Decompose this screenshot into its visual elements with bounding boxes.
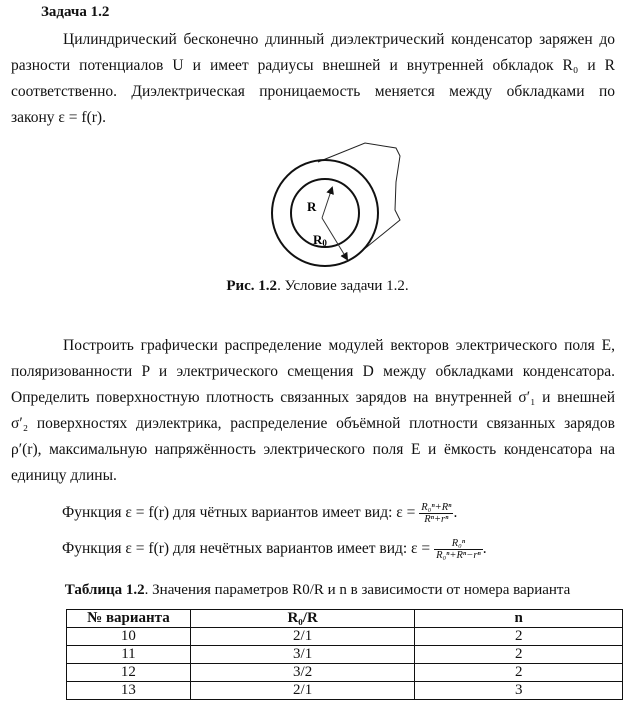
figure-caption <box>0 278 635 295</box>
task-question <box>11 333 615 489</box>
even-denominator: Rⁿ+rⁿ <box>424 514 449 525</box>
cell-variant: 11 <box>67 646 191 664</box>
cell-n: 2 <box>415 664 623 682</box>
figure-caption-text: . Условие задачи 1.2. <box>277 278 409 294</box>
cell-n: 3 <box>415 682 623 700</box>
parameters-table <box>66 609 623 700</box>
table-row <box>67 664 623 682</box>
cell-ratio: 3/2 <box>190 664 415 682</box>
intro-line: соответственно. Диэлектрическая проницаемость меняется между обкладками по <box>11 83 615 100</box>
period: . <box>482 540 487 558</box>
odd-numerator: R₀ⁿ <box>434 538 483 550</box>
table-header-row <box>67 610 623 628</box>
header-ratio: R₀/R <box>190 610 415 628</box>
cell-n: 2 <box>415 628 623 646</box>
even-function-text: Функция ε = f(r) для чётных вариантов имеет вид: ε = <box>62 504 416 522</box>
even-numerator: R₀ⁿ+Rⁿ <box>421 502 452 513</box>
inner-plate-circle <box>291 179 359 247</box>
radius-r-arrow <box>322 188 332 218</box>
cell-ratio: 3/1 <box>190 646 415 664</box>
label-r: R <box>307 199 317 214</box>
question-line: σ′₂ поверхностях диэлектрика, распределение объёмной плотности связанных зарядов <box>11 415 615 432</box>
odd-fraction <box>434 538 483 561</box>
question-line: единицу длины. <box>11 467 117 484</box>
table-row <box>67 682 623 700</box>
label-r0: R0 <box>313 232 327 248</box>
table-caption-label: Таблица 1.2 <box>64 582 145 598</box>
header-variant: № варианта <box>67 610 191 628</box>
table-row <box>67 646 623 664</box>
odd-function-text: Функция ε = f(r) для нечётных вариантов имеет вид: ε = <box>62 540 431 558</box>
intro-line: разности потенциалов U и имеет радиусы внешней и внутренней обкладок R₀ и R <box>11 57 615 74</box>
table-caption <box>0 582 635 599</box>
cell-n: 2 <box>415 646 623 664</box>
intro-line: закону ε = f(r). <box>11 109 106 126</box>
odd-function-formula <box>62 538 487 561</box>
task-title: Задача 1.2 <box>41 4 110 20</box>
even-fraction <box>419 502 453 525</box>
question-line: ρ′(r), максимальную напряжённость электрического поля E и ёмкость конденсатора на <box>11 441 615 458</box>
odd-denominator: R₀ⁿ+Rⁿ−rⁿ <box>436 550 481 561</box>
question-line: Определить поверхностную плотность связанных зарядов на внутренней σ′₁ и внешней <box>11 389 615 406</box>
table-caption-text: . Значения параметров R0/R и n в зависимости от номера варианта <box>144 582 571 598</box>
cell-variant: 10 <box>67 628 191 646</box>
period: . <box>453 504 458 522</box>
task-intro <box>11 27 615 131</box>
header-n: n <box>415 610 623 628</box>
question-line: Построить графически распределение модулей векторов электрического поля E, <box>63 337 615 354</box>
even-function-formula <box>62 502 457 525</box>
capacitor-diagram <box>260 140 420 275</box>
cell-ratio: 2/1 <box>190 628 415 646</box>
cell-ratio: 2/1 <box>190 682 415 700</box>
outer-plate-circle <box>272 160 378 266</box>
figure-caption-label: Рис. 1.2 <box>226 278 278 294</box>
cell-variant: 12 <box>67 664 191 682</box>
table-row <box>67 628 623 646</box>
intro-line: Цилиндрический бесконечно длинный диэлектрический конденсатор заряжен до <box>63 31 615 48</box>
question-line: поляризованности P и электрического смещения D между обкладками конденсатора. <box>11 363 615 380</box>
cell-variant: 13 <box>67 682 191 700</box>
